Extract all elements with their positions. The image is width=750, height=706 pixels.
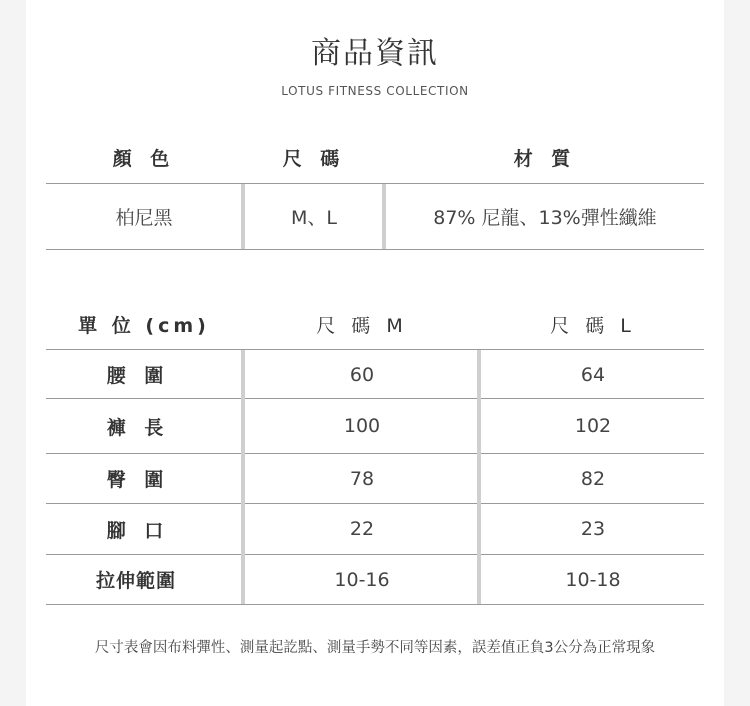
size-l-value: 10-18 bbox=[565, 568, 621, 591]
cell-material: 87% 尼龍、13%彈性纖維 bbox=[433, 207, 657, 229]
product-table-row bbox=[46, 184, 704, 249]
product-table bbox=[46, 130, 704, 250]
table-row bbox=[46, 555, 704, 604]
rule bbox=[46, 604, 704, 605]
header-size-l: 尺 碼 L bbox=[550, 315, 636, 337]
page-subtitle: LOTUS FITNESS COLLECTION bbox=[281, 84, 469, 98]
column-divider bbox=[241, 350, 245, 604]
table-row bbox=[46, 350, 704, 399]
product-info-card bbox=[26, 0, 724, 706]
cell-sizes: M、L bbox=[291, 207, 337, 229]
product-table-header-row bbox=[46, 130, 704, 184]
row-label: 臀 圍 bbox=[106, 469, 170, 491]
page-title: 商品資訊 bbox=[311, 36, 439, 71]
size-m-value: 78 bbox=[349, 467, 375, 490]
size-l-value: 82 bbox=[580, 467, 606, 490]
size-m-value: 100 bbox=[343, 415, 381, 437]
header-color: 顏 色 bbox=[112, 147, 176, 170]
size-l-value: 102 bbox=[574, 415, 612, 437]
size-table bbox=[46, 300, 704, 605]
table-row bbox=[46, 399, 704, 453]
footer-note: 尺寸表會因布料彈性、測量起訖點、測量手勢不同等因素，誤差值正負3公分為正常現象 bbox=[94, 640, 656, 656]
header-size-m: 尺 碼 M bbox=[316, 315, 408, 337]
table-row bbox=[46, 504, 704, 554]
table-row bbox=[46, 454, 704, 503]
header-size: 尺 碼 bbox=[282, 147, 346, 170]
cell-color: 柏尼黑 bbox=[115, 207, 173, 229]
column-divider bbox=[382, 184, 386, 249]
row-label: 褲 長 bbox=[106, 416, 170, 439]
row-label: 拉伸範圍 bbox=[95, 570, 176, 592]
rule bbox=[46, 249, 704, 250]
header-unit: 單 位 (cm) bbox=[78, 315, 210, 337]
column-divider bbox=[241, 184, 245, 249]
header-material: 材 質 bbox=[513, 147, 577, 170]
row-label: 腰 圍 bbox=[106, 365, 170, 387]
row-label: 腳 口 bbox=[106, 519, 170, 542]
size-l-value: 23 bbox=[580, 518, 606, 540]
size-m-value: 60 bbox=[349, 363, 375, 386]
size-l-value: 64 bbox=[580, 363, 606, 386]
size-m-value: 10-16 bbox=[334, 568, 390, 591]
size-m-value: 22 bbox=[349, 518, 375, 540]
column-divider bbox=[477, 350, 481, 604]
size-table-header-row bbox=[46, 300, 704, 349]
